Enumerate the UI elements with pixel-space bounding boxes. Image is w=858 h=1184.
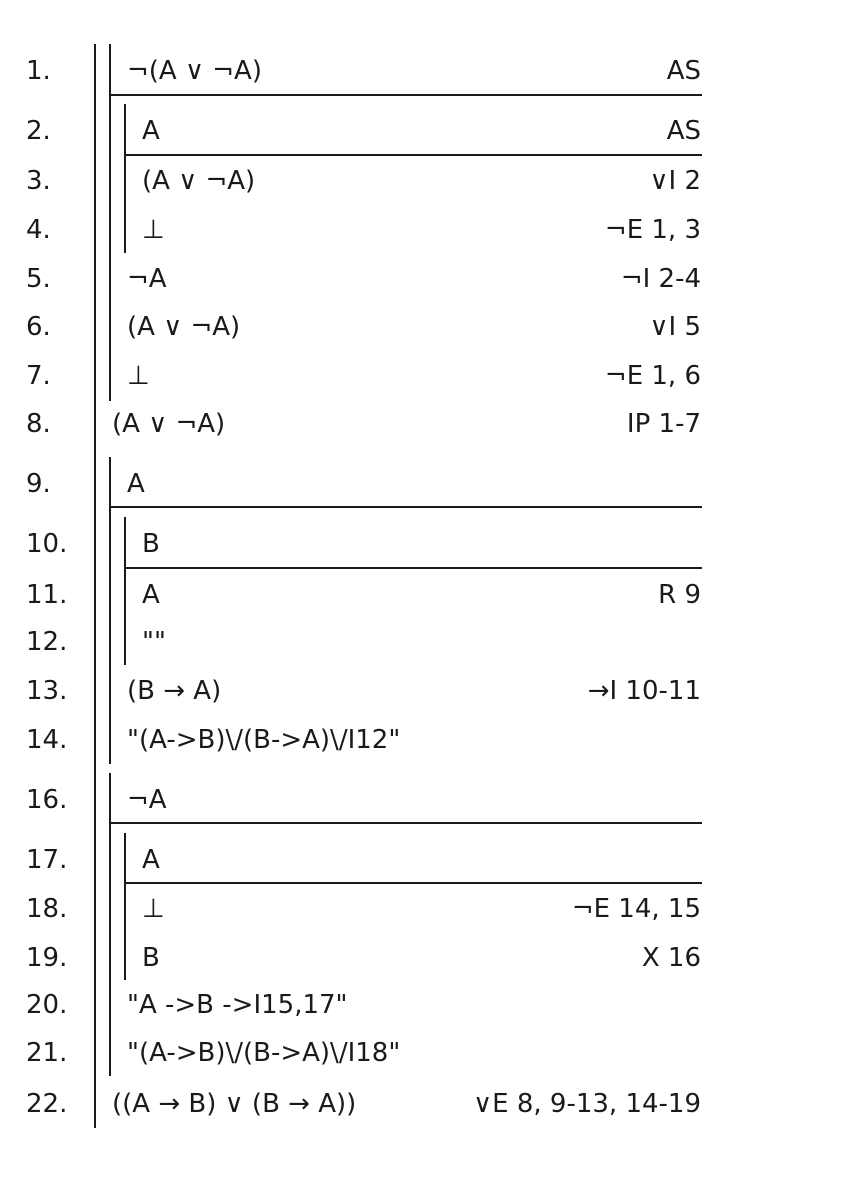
proof-line <box>0 303 858 351</box>
formula: ⊥ <box>142 215 165 245</box>
proof-line <box>0 352 858 400</box>
assumption-underline <box>124 882 702 884</box>
proof-line <box>0 47 858 95</box>
proof-line <box>0 255 858 303</box>
justification: ¬E 1, 3 <box>604 215 701 245</box>
proof-line <box>0 400 858 448</box>
assumption-underline <box>109 506 702 508</box>
formula: (A ∨ ¬A) <box>127 312 241 342</box>
formula: (A ∨ ¬A) <box>112 409 226 439</box>
scope-bar-ip <box>109 44 111 401</box>
assumption-underline <box>109 94 702 96</box>
line-number: 13. <box>26 676 68 706</box>
line-number: 10. <box>26 529 68 559</box>
formula: "(A->B)\/(B->A)\/I12" <box>127 725 401 755</box>
line-number: 6. <box>26 312 51 342</box>
line-number: 17. <box>26 845 68 875</box>
formula: (A ∨ ¬A) <box>142 166 256 196</box>
scope-bar-case-1 <box>109 457 111 764</box>
proof-line <box>0 981 858 1029</box>
formula: "(A->B)\/(B->A)\/I18" <box>127 1038 401 1068</box>
formula: ¬A <box>127 264 167 294</box>
justification: →I 10-11 <box>587 676 701 706</box>
line-number: 5. <box>26 264 51 294</box>
scope-bar-explosion <box>124 833 126 980</box>
formula: (B → A) <box>127 676 222 706</box>
justification: ¬I 2-4 <box>620 264 701 294</box>
line-number: 8. <box>26 409 51 439</box>
scope-bar-ci <box>124 517 126 665</box>
line-number: 4. <box>26 215 51 245</box>
formula: "A ->B ->I15,17" <box>127 990 348 1020</box>
formula: A <box>127 469 145 499</box>
line-number: 12. <box>26 627 68 657</box>
line-number: 11. <box>26 580 68 610</box>
formula: ⊥ <box>142 894 165 924</box>
formula: A <box>142 116 160 146</box>
proof-line <box>0 520 858 568</box>
justification: AS <box>666 56 701 86</box>
formula: ⊥ <box>127 361 150 391</box>
line-number: 2. <box>26 116 51 146</box>
proof-line <box>0 776 858 824</box>
line-number: 14. <box>26 725 68 755</box>
formula: ¬A <box>127 785 167 815</box>
proof-line <box>0 206 858 254</box>
proof-line <box>0 618 858 666</box>
line-number: 22. <box>26 1089 68 1119</box>
justification: ∨I 2 <box>649 166 701 196</box>
line-number: 18. <box>26 894 68 924</box>
formula: B <box>142 529 160 559</box>
proof-line <box>0 934 858 982</box>
justification: R 9 <box>658 580 701 610</box>
formula: "" <box>142 627 166 657</box>
line-number: 21. <box>26 1038 68 1068</box>
scope-bar-case-2 <box>109 773 111 1076</box>
justification: ¬E 14, 15 <box>571 894 701 924</box>
scope-bar-main <box>94 44 96 1128</box>
proof-line <box>0 716 858 764</box>
justification: X 16 <box>641 943 701 973</box>
proof-line <box>0 571 858 619</box>
assumption-underline <box>124 567 702 569</box>
formula: ((A → B) ∨ (B → A)) <box>112 1089 357 1119</box>
proof-line <box>0 1080 858 1128</box>
justification: ¬E 1, 6 <box>604 361 701 391</box>
proof-line <box>0 460 858 508</box>
line-number: 20. <box>26 990 68 1020</box>
justification: IP 1-7 <box>626 409 701 439</box>
assumption-underline <box>109 822 702 824</box>
line-number: 9. <box>26 469 51 499</box>
formula: ¬(A ∨ ¬A) <box>127 56 262 86</box>
line-number: 3. <box>26 166 51 196</box>
line-number: 1. <box>26 56 51 86</box>
line-number: 16. <box>26 785 68 815</box>
formula: A <box>142 845 160 875</box>
line-number: 19. <box>26 943 68 973</box>
justification: ∨I 5 <box>649 312 701 342</box>
assumption-underline <box>124 154 702 156</box>
proof-line <box>0 836 858 884</box>
justification: ∨E 8, 9-13, 14-19 <box>473 1089 701 1119</box>
formula: A <box>142 580 160 610</box>
proof-line <box>0 107 858 155</box>
proof-line <box>0 1029 858 1077</box>
line-number: 7. <box>26 361 51 391</box>
justification: AS <box>666 116 701 146</box>
proof-line <box>0 157 858 205</box>
proof-line <box>0 885 858 933</box>
scope-bar-ni <box>124 104 126 253</box>
proof-line <box>0 667 858 715</box>
formula: B <box>142 943 160 973</box>
